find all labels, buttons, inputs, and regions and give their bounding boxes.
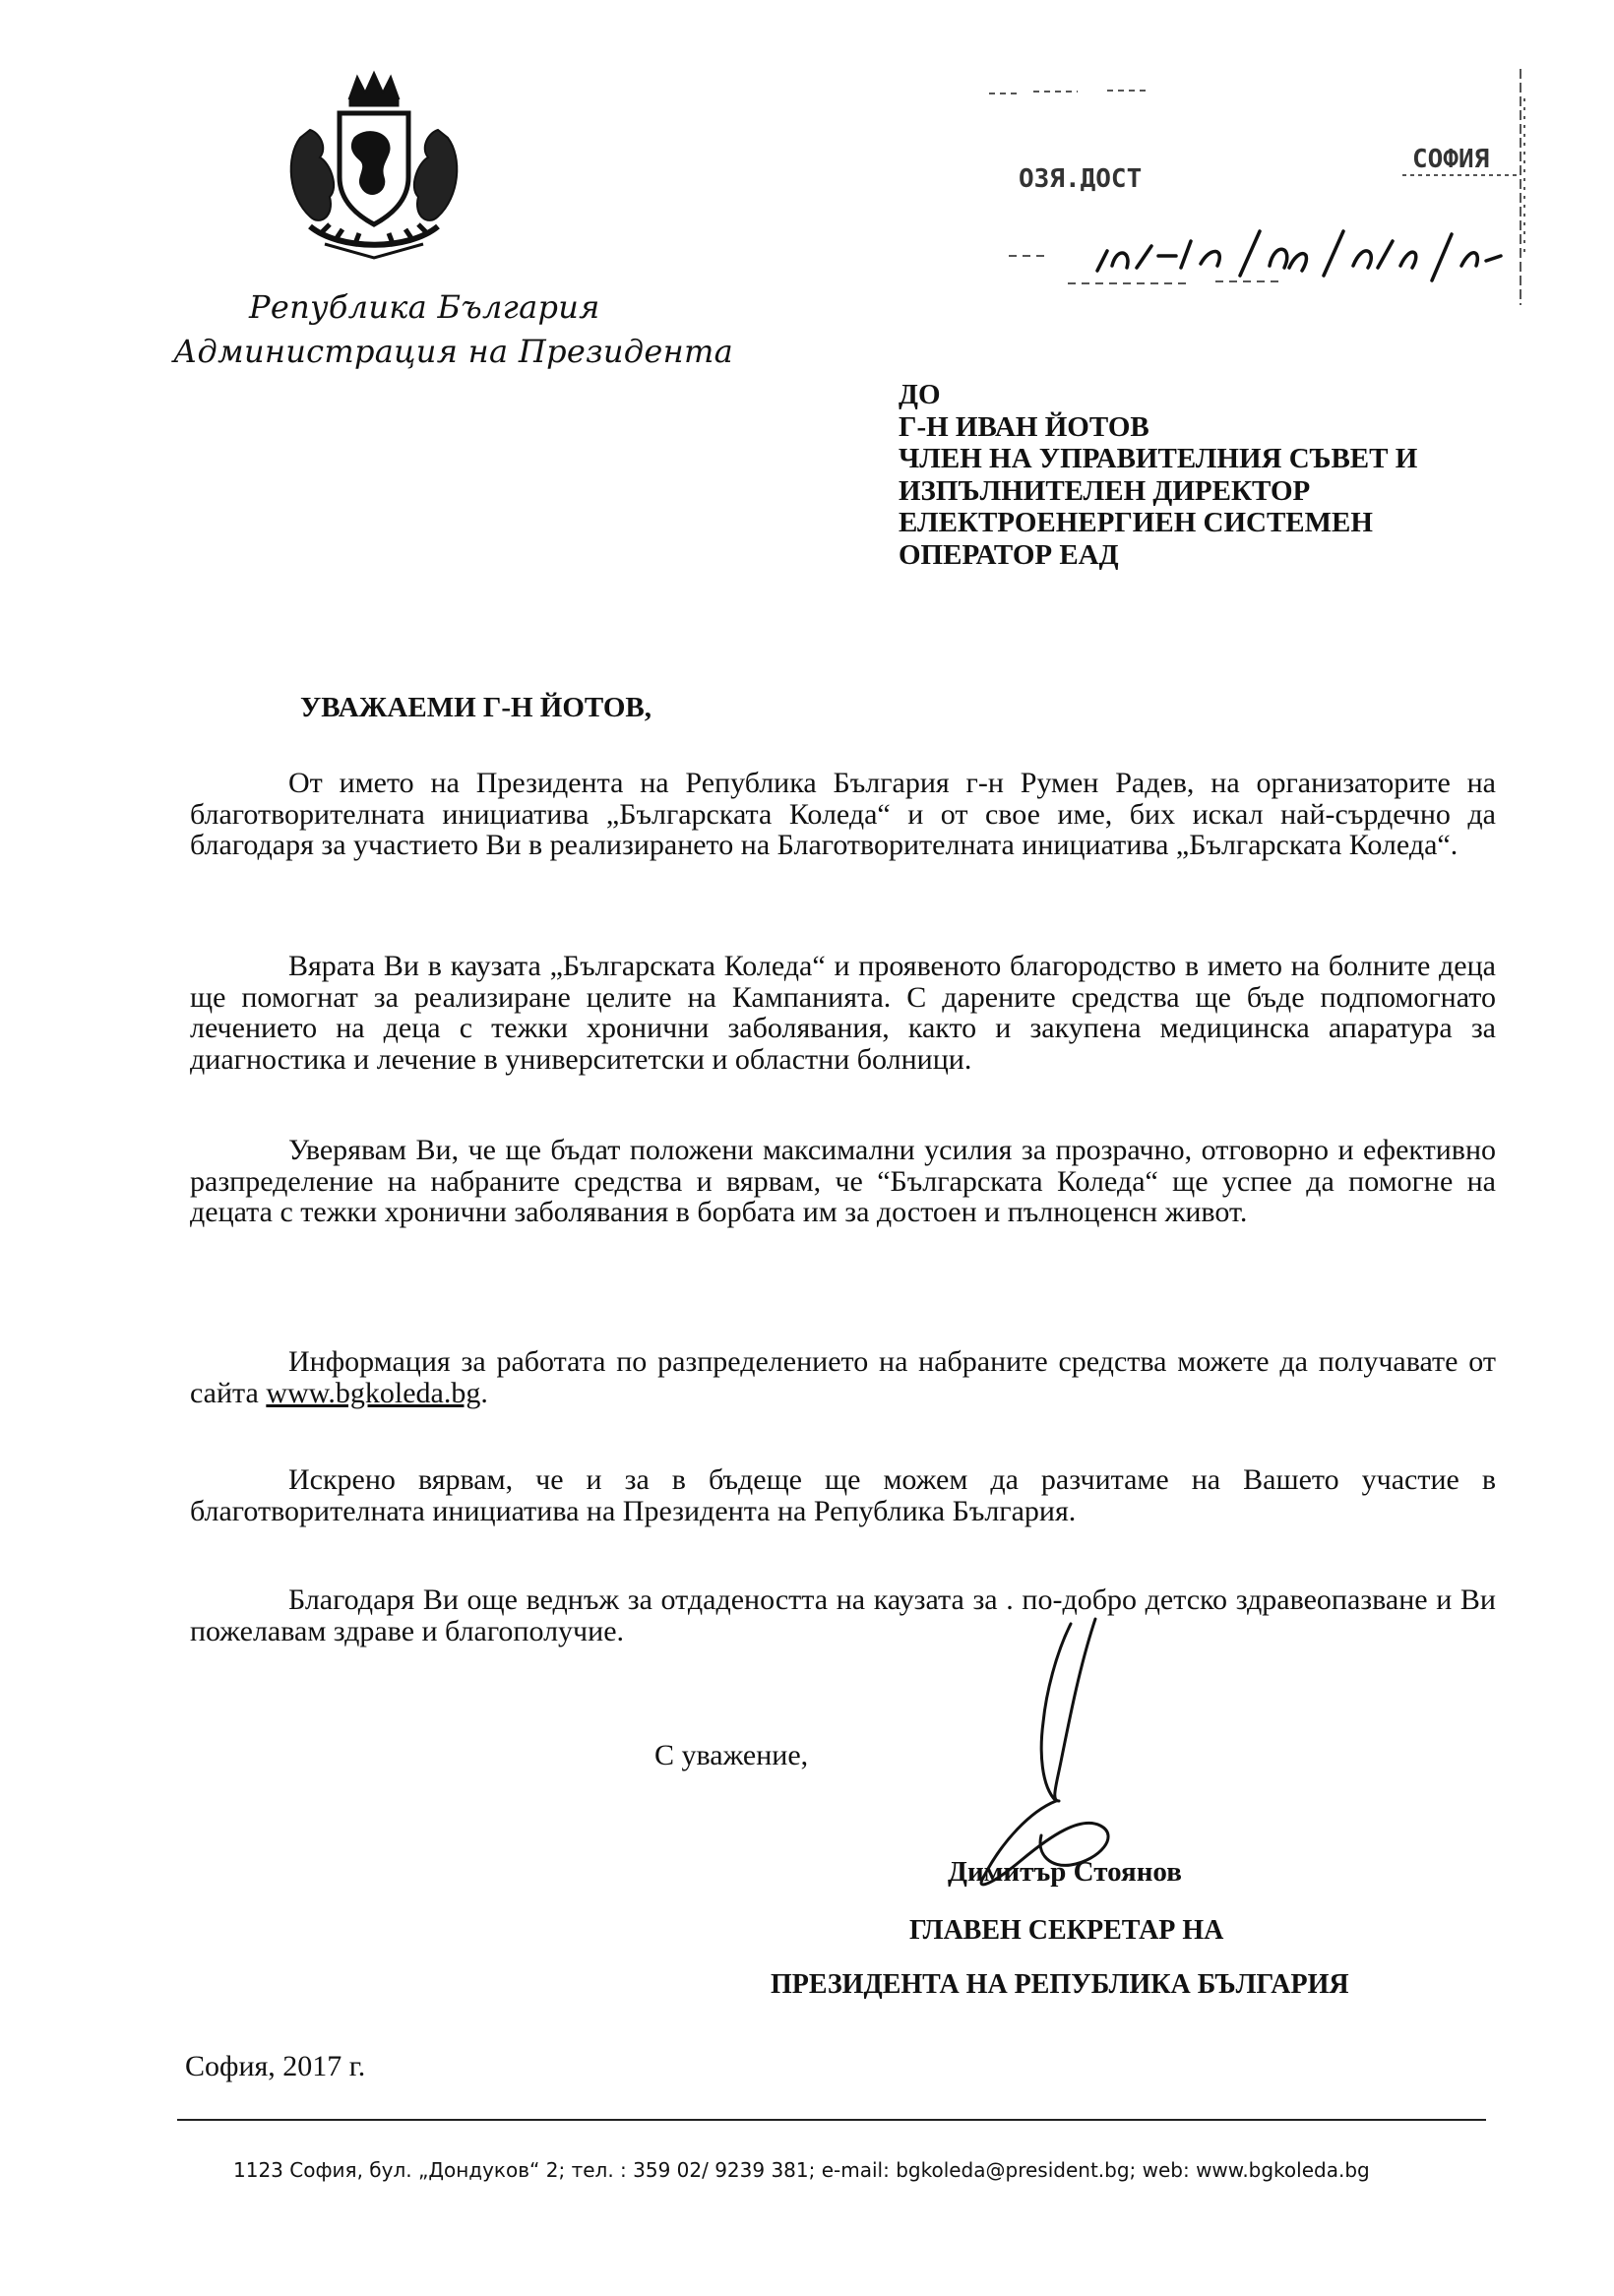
signer-name: Димитър Стоянов	[948, 1856, 1182, 1888]
footer-contact: 1123 София, бул. „Дондуков“ 2; тел. : 359 02/ 9239 381; e-mail: bgkoleda@president.bg; web: www.bgkoleda.bg	[233, 2158, 1370, 2182]
signer-title: ПРЕЗИДЕНТА НА РЕПУБЛИКА БЪЛГАРИЯ	[771, 1969, 1349, 2000]
paragraph-text: Уверявам Ви, че ще бъдат положени максимални усилия за прозрачно, отговорно и ефективно разпределение на набраните средства и вярвам, че “Българската Коледа“ ще успее да помогне на децата с тежки хронични заболявания в борбата им за достоен и пълноценсн живот.	[190, 1134, 1496, 1228]
registry-stamp	[989, 59, 1535, 330]
recipient-line: ОПЕРАТОР ЕАД	[899, 538, 1119, 571]
paragraph-text: Информация за работата по разпределението на набраните средства можете да получавате от сайта	[190, 1345, 1496, 1409]
paragraph-text: Благодаря Ви още веднъж за отдадеността на каузата за . по-добро детско здравеопазване и Ви пожелавам здраве и благополучие.	[190, 1583, 1496, 1647]
recipient-line: ЕЛЕКТРОЕНЕРГИЕН СИСТЕМЕН	[899, 507, 1373, 538]
website-link[interactable]: www.bgkoleda.bg	[266, 1376, 481, 1409]
footer-divider	[177, 2119, 1486, 2121]
institution-department: Администрация на Президента	[173, 333, 734, 370]
body-paragraph	[190, 1584, 1496, 1646]
stamp-line1: ОЗЯ.ДОСТ	[1019, 164, 1143, 194]
paragraph-end: .	[480, 1376, 488, 1409]
signer-title: ГЛАВЕН СЕКРЕТАР НА	[909, 1915, 1224, 1946]
salutation: УВАЖАЕМИ Г-Н ЙОТОВ,	[300, 692, 652, 723]
recipient-block	[899, 379, 1417, 571]
closing: С уважение,	[654, 1739, 809, 1771]
recipient-line: ЧЛЕН НА УПРАВИТЕЛНИЯ СЪВЕТ И	[899, 443, 1418, 474]
recipient-line: ИЗПЪЛНИТЕЛЕН ДИРЕКТОР	[899, 474, 1311, 507]
body-paragraph	[190, 1464, 1496, 1526]
body-paragraph	[190, 768, 1496, 861]
paragraph-text: Вярата Ви в каузата „Българската Коледа“ и проявеното благородство в името на болните деца ще помогнат за реализиране целите на Кампанията. С дарените средства ще бъде подпомогнато лечението на деца с тежки хронични заболявания, както и закупена медицинска апаратура за диагностика и лечение в университетски и областни болници.	[190, 950, 1496, 1076]
stamp-registry-number	[1097, 231, 1501, 280]
paragraph-text: От името на Президента на Република България г-н Румен Радев, на организаторите на благотворителната инициатива „Българската Коледа“ и от свое име, бих искал най-сърдечно да благодаря за участието Ви в реализирането на Благотворителната инициатива „Българската Коледа“.	[190, 767, 1496, 861]
place-date: София, 2017 г.	[185, 2050, 366, 2082]
recipient-line: Г-Н ИВАН ЙОТОВ	[899, 410, 1149, 443]
institution-name: Република България	[249, 288, 600, 326]
paragraph-text: Искрено вярвам, че и за в бъдеще ще можем да разчитаме на Вашето участие в благотворителната инициатива на Президента на Република България.	[190, 1463, 1496, 1527]
recipient-line: ДО	[899, 379, 941, 410]
body-paragraph	[190, 1135, 1496, 1228]
info-paragraph	[190, 1346, 1496, 1408]
body-paragraph	[190, 951, 1496, 1075]
stamp-city: СОФИЯ	[1412, 145, 1490, 174]
coat-of-arms-icon	[280, 69, 467, 261]
